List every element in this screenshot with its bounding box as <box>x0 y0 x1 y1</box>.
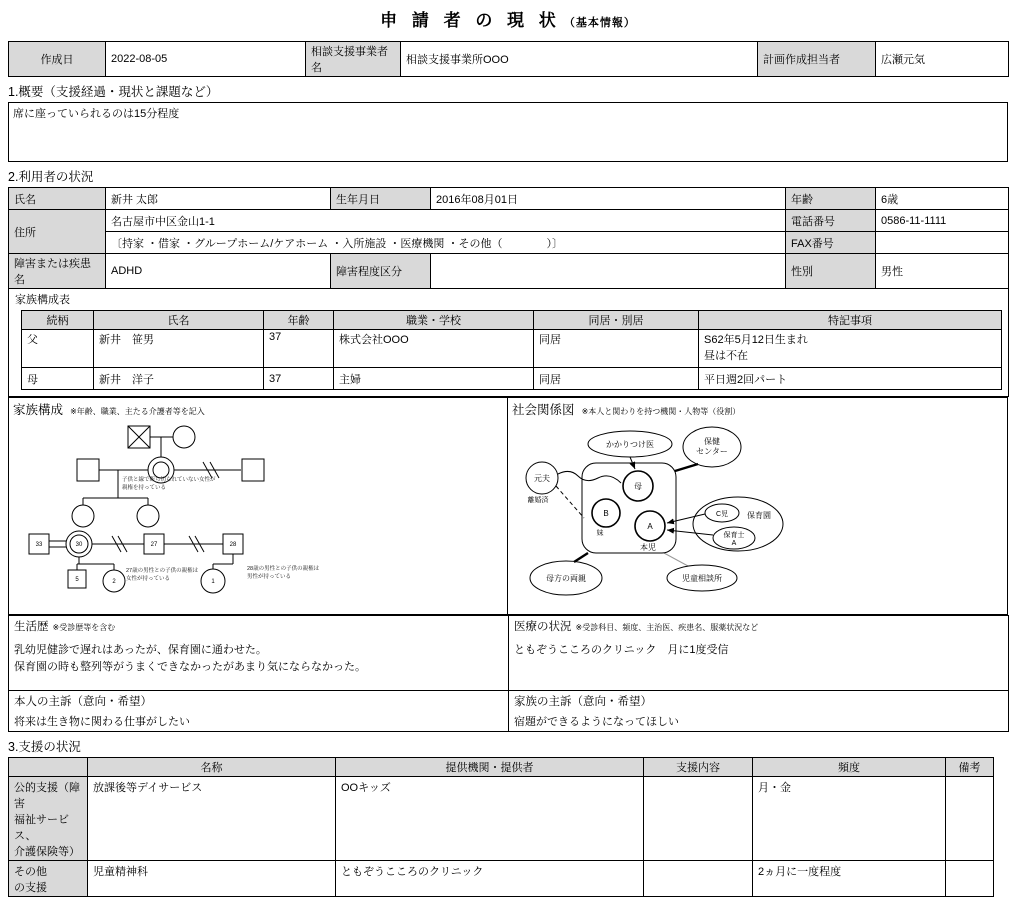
family-header-job: 職業・学校 <box>334 311 534 330</box>
table-row <box>9 210 1009 232</box>
genogram-diagram <box>13 418 503 608</box>
svg-text:5: 5 <box>75 577 79 583</box>
genogram-annotation: 女性が持っている <box>126 576 171 582</box>
family-name: 新井 笹男 <box>94 330 264 368</box>
support-name: 放課後等デイサービス <box>88 777 336 861</box>
svg-text:B: B <box>603 509 609 518</box>
grade-value <box>431 254 786 289</box>
fax-label: FAX番号 <box>786 232 876 254</box>
stress-line <box>558 471 621 483</box>
mother-node <box>623 471 653 501</box>
table-row <box>9 289 1009 397</box>
support-header-remarks: 備考 <box>946 758 994 777</box>
office-value: 相談支援事業所OOO <box>401 42 758 77</box>
family-notes: 平日週2回パート <box>699 368 1002 390</box>
birth-value: 2016年08月01日 <box>431 188 786 210</box>
genogram-title: 家族構成 <box>13 403 64 417</box>
medical-status-note: ※受診科目、頻度、主治医、疾患名、服薬状況など <box>575 623 759 632</box>
table-row <box>9 777 994 861</box>
table-row <box>9 232 1009 254</box>
family-header-age: 年齢 <box>264 311 334 330</box>
ex-husband-node <box>526 462 558 504</box>
person-wish-content: 将来は生き物に関わる仕事がしたい <box>14 716 190 728</box>
support-frequency: 月・金 <box>753 777 946 861</box>
tel-label: 電話番号 <box>786 210 876 232</box>
stepfather-node <box>77 459 99 481</box>
life-history-cell <box>9 616 509 691</box>
ex-partner-28-node <box>223 534 243 554</box>
table-row <box>22 368 1002 390</box>
section3-heading: 3.支援の状況 <box>8 740 81 754</box>
created-date-value: 2022-08-05 <box>106 42 306 77</box>
family-header-relation: 続柄 <box>22 311 94 330</box>
ecomap-box <box>508 397 1008 615</box>
family-name: 新井 洋子 <box>94 368 264 390</box>
svg-text:C児: C児 <box>715 511 729 518</box>
planner-label: 計画作成担当者 <box>758 42 876 77</box>
svg-text:本児: 本児 <box>640 543 656 552</box>
ecomap-diagram <box>512 418 1002 608</box>
family-table-label: 家族構成表 <box>15 294 70 306</box>
life-history-content: 乳幼児健診で遅れはあったが、保育園に通わせた。 保育園の時も整列等がうまくできなかったがあまり気にならなかった。 <box>14 644 366 673</box>
child-daughter-node <box>103 570 125 592</box>
medical-status-content: ともぞうこころのクリニック 月に1度受信 <box>514 644 729 656</box>
sister-node <box>592 499 620 537</box>
office-label: 相談支援事業者名 <box>306 42 401 77</box>
age-value: 6歳 <box>876 188 1009 210</box>
grade-label: 障害程度区分 <box>331 254 431 289</box>
overview-box: 席に座っていられるのは15分程度 <box>8 102 1008 162</box>
support-name: 児童精神科 <box>88 861 336 897</box>
support-category: その他 の支援 <box>9 861 88 897</box>
life-history-title: 生活歴 <box>14 621 49 633</box>
divorced-line <box>556 486 584 518</box>
table-row <box>9 691 1009 732</box>
family-age: 37 <box>264 330 334 368</box>
family-relation: 母 <box>22 368 94 390</box>
housing-options: 〔持家 ・借家 ・グループホーム/ケアホーム ・入所施設 ・医療機関 ・その他（ ）〕 <box>106 232 786 254</box>
ex-partner-27-node <box>144 534 164 554</box>
support-header-category <box>9 758 88 777</box>
table-row <box>9 254 1009 289</box>
section1-heading: 1.概要（支援経過・現状と課題など） <box>8 85 219 99</box>
birth-label: 生年月日 <box>331 188 431 210</box>
family-job: 主婦 <box>334 368 534 390</box>
support-status-table <box>8 757 994 897</box>
support-content <box>644 861 753 897</box>
grandmother-node <box>173 426 195 448</box>
life-history-note: ※受診歴等を含む <box>52 623 116 632</box>
svg-text:保育園: 保育園 <box>747 511 771 520</box>
svg-text:保育士: 保育士 <box>723 532 745 539</box>
sex-value: 男性 <box>876 254 1009 289</box>
address-label: 住所 <box>9 210 106 254</box>
family-header-notes: 特記事項 <box>699 311 1002 330</box>
support-category: 公的支援（障害 福祉サービス、 介護保険等） <box>9 777 88 861</box>
family-table <box>21 310 1002 390</box>
genogram-annotation: 27歳の男性との子供の親権は <box>126 568 199 574</box>
svg-text:母方の両親: 母方の両親 <box>546 574 586 583</box>
child-consultation-node <box>667 565 737 591</box>
svg-text:A: A <box>731 540 737 547</box>
ecomap-title: 社会関係図 <box>512 403 575 417</box>
genogram-annotation: 男性が持っている <box>247 574 292 580</box>
family-header-row <box>22 311 1002 330</box>
tel-value: 0586-11-1111 <box>876 210 1009 232</box>
family-wish-title: 家族の主訴（意向・希望） <box>514 696 652 708</box>
disease-label: 障害または疾患名 <box>9 254 106 289</box>
page-title <box>8 4 1008 35</box>
family-notes: S62年5月12日生まれ 昼は不在 <box>699 330 1002 368</box>
svg-text:1: 1 <box>211 579 215 585</box>
age-label: 年齢 <box>786 188 876 210</box>
support-provider: ともぞうこころのクリニック <box>336 861 644 897</box>
medical-status-title: 医療の状況 <box>514 621 572 633</box>
support-content <box>644 777 753 861</box>
health-center-node <box>683 427 741 467</box>
svg-text:妹: 妹 <box>596 530 604 537</box>
sex-label: 性別 <box>786 254 876 289</box>
svg-text:27: 27 <box>150 542 158 548</box>
table-row <box>9 861 994 897</box>
support-header-content: 支援内容 <box>644 758 753 777</box>
family-living: 同居 <box>534 330 699 368</box>
ex-partner-node <box>242 459 264 481</box>
support-remarks <box>946 861 994 897</box>
husband-33-node <box>29 534 49 554</box>
table-row <box>22 330 1002 368</box>
support-header-provider: 提供機関・提供者 <box>336 758 644 777</box>
svg-text:保健: 保健 <box>704 437 720 446</box>
page-title-main: 申 請 者 の 現 状 <box>380 11 561 30</box>
genogram-annotation: 28歳の男性との子供の親権は <box>247 566 320 572</box>
family-age: 37 <box>264 368 334 390</box>
diagram-row <box>8 397 1008 615</box>
maternal-grandparents-node <box>530 561 602 595</box>
child-3-node <box>201 569 225 593</box>
svg-text:33: 33 <box>35 542 43 548</box>
support-header-name: 名称 <box>88 758 336 777</box>
person-wish-cell <box>9 691 509 732</box>
family-table-cell <box>9 289 1009 397</box>
header-row <box>9 42 1009 77</box>
table-row <box>9 188 1009 210</box>
divorced-label: 離婚済 <box>527 497 549 504</box>
nursery-node <box>693 497 783 551</box>
ecomap-note: ※本人と関わりを持つ機関・人物等（役割） <box>581 407 741 416</box>
name-value: 新井 太郎 <box>106 188 331 210</box>
disease-value: ADHD <box>106 254 331 289</box>
fax-value <box>876 232 1009 254</box>
family-header-living: 同居・別居 <box>534 311 699 330</box>
family-wish-cell <box>509 691 1009 732</box>
mother-30-node <box>66 531 92 557</box>
medical-status-cell <box>509 616 1009 691</box>
planner-value: 広瀬元気 <box>876 42 1009 77</box>
svg-text:元夫: 元夫 <box>534 474 550 483</box>
support-header-frequency: 頻度 <box>753 758 946 777</box>
family-living: 同居 <box>534 368 699 390</box>
name-label: 氏名 <box>9 188 106 210</box>
header-table <box>8 41 1009 77</box>
table-row <box>9 616 1009 691</box>
genogram-note: ※年齢、職業、主たる介護者等を記入 <box>70 407 205 416</box>
svg-text:児童相談所: 児童相談所 <box>682 574 722 583</box>
family-wish-content: 宿題ができるようになってほしい <box>514 716 679 728</box>
svg-text:A: A <box>647 522 653 531</box>
daughter-node <box>137 505 159 527</box>
deceased-grandfather-node <box>128 426 150 448</box>
daughter-node <box>72 505 94 527</box>
genogram-box <box>8 397 508 615</box>
genogram-annotation: 親権を持っている <box>122 485 167 491</box>
created-date-label: 作成日 <box>9 42 106 77</box>
child-son-node <box>68 570 86 588</box>
support-provider: OOキッズ <box>336 777 644 861</box>
svg-text:かかりつけ医: かかりつけ医 <box>606 440 654 449</box>
section2-heading: 2.利用者の状況 <box>8 170 94 184</box>
svg-text:センター: センター <box>696 447 728 456</box>
person-wish-title: 本人の主訴（意向・希望） <box>14 696 152 708</box>
page-title-sub: （基本情報） <box>563 17 636 29</box>
support-frequency: 2ヵ月に一度程度 <box>753 861 946 897</box>
user-status-table <box>8 187 1009 397</box>
address-value: 名古屋市中区金山1-1 <box>106 210 786 232</box>
family-doctor-node <box>588 431 672 457</box>
genogram-annotation: 子供と線で断ち切られていない女性が <box>122 477 216 483</box>
support-header-row <box>9 758 994 777</box>
household-boundary <box>582 463 676 553</box>
family-relation: 父 <box>22 330 94 368</box>
family-job: 株式会社OOO <box>334 330 534 368</box>
history-wish-grid <box>8 615 1009 732</box>
family-header-name: 氏名 <box>94 311 264 330</box>
target-child-node <box>635 511 665 552</box>
svg-text:2: 2 <box>112 579 116 585</box>
support-remarks <box>946 777 994 861</box>
svg-text:30: 30 <box>75 542 83 548</box>
svg-text:28: 28 <box>229 542 237 548</box>
svg-text:母: 母 <box>634 482 642 491</box>
